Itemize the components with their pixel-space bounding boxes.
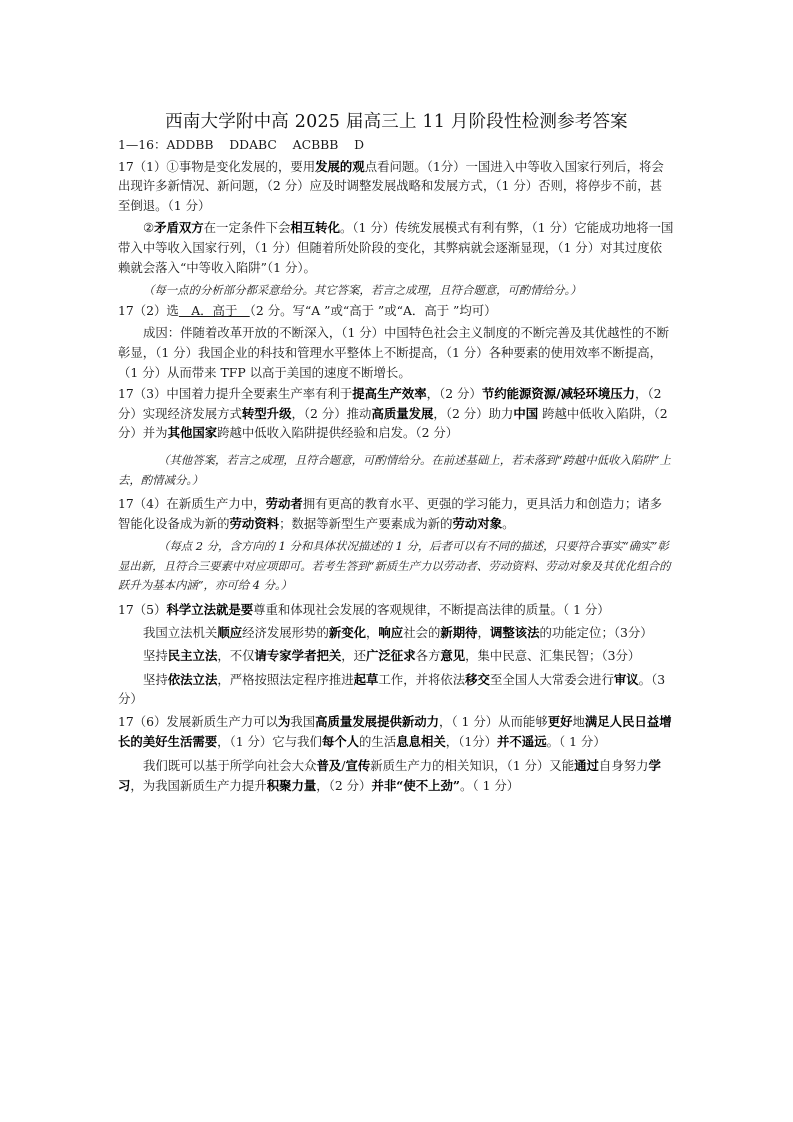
text-run: 17（5） — [118, 602, 167, 618]
mc-group: ADDBB — [166, 137, 214, 152]
key-term: 科学立法就是要 — [166, 602, 254, 618]
key-term: 意见 — [440, 648, 466, 664]
key-term: 通过 — [574, 758, 599, 774]
key-term: 劳动对象 — [452, 515, 503, 531]
text-run: （2 分。写“A ”或“高于 ”或“A．高于 ”均可） — [249, 302, 497, 318]
mc-answers-label: 1—16： — [118, 137, 167, 152]
text-run: 的生活 — [359, 733, 397, 749]
key-term: 民主立法 — [167, 648, 218, 664]
q17-3-paragraph — [118, 384, 674, 443]
text-run: 工作，并将依法 — [378, 671, 466, 687]
text-run: 的功能定位；（3分） — [539, 624, 653, 640]
key-term: 发展的观 — [315, 158, 365, 174]
text-run: 坚持 — [143, 671, 168, 687]
text-run: 。 — [502, 515, 515, 531]
key-term: 高质量发展提供新动力 — [315, 714, 440, 730]
text-run: 地 — [572, 714, 585, 730]
text-run: 。（3 分） — [118, 671, 666, 707]
text-run: ，还 — [341, 648, 367, 664]
text-run: / — [341, 758, 346, 774]
text-run: 17（3）中国着力提升全要素生产率有利于 — [118, 386, 353, 402]
text-run: ；数据等新型生产要素成为新的 — [279, 515, 453, 531]
key-term: 节约能源资源/减轻环境压力 — [481, 386, 636, 402]
key-term: 高质量发展 — [371, 405, 434, 421]
key-term: 移交 — [465, 671, 490, 687]
key-term: 并非“使不上劲” — [371, 777, 461, 793]
key-term: 请专家学者把关 — [254, 648, 342, 664]
text-run: 点看问题。（1分）一国进入中等收入国家行列后，将会出现许多新情况、新问题，（2 分）应及时调整发展战略和发展方式，（1 分）否则，将停步不前，甚至倒退。（1 分） — [118, 158, 664, 213]
text-run: 坚持 — [143, 648, 168, 664]
text-run: 在一定条件下会 — [203, 220, 291, 236]
q17-5-paragraph-0 — [118, 600, 674, 620]
text-run: 尊重和体现社会发展的客观规律，不断提高法律的质量。（ 1 分） — [253, 602, 610, 618]
text-run: 我国 — [290, 714, 316, 730]
text-run: 17（1）①事物是变化发展的，要用 — [118, 158, 316, 174]
text-run: 拥有更高的教育水平、更强的学习能力，更具活力和创造力；诸多智能化设备成为新的 — [118, 496, 663, 531]
selected-answer: A．高于 — [178, 302, 250, 318]
q17-5-paragraph-1 — [118, 623, 674, 643]
key-term: 中国 — [513, 405, 539, 421]
text-run: 跨越中低收入陷阱提供经验和启发。（2 分） — [217, 425, 459, 441]
text-run: ，（2 分）实现经济发展方式 — [118, 386, 662, 421]
text-run: ， — [477, 624, 490, 640]
text-run: ，（1分） — [445, 733, 498, 749]
key-term: 劳动者 — [265, 496, 303, 512]
text-run: 自身努力 — [598, 758, 649, 774]
text-run: ，（2 分）推动 — [291, 405, 372, 421]
q17-2-choice — [118, 301, 674, 321]
key-term: 宣传 — [345, 758, 371, 774]
key-term: 其他国家 — [167, 425, 218, 441]
text-run: 各方 — [415, 648, 441, 664]
text-run: 17（2）选 — [118, 302, 179, 318]
page-title: 西南大学附中高 2025 届高三上 11 月阶段性检测参考答案 — [165, 112, 628, 132]
q17-1-paragraph-1 — [118, 157, 674, 216]
text-run: 17（6）发展新质生产力可以 — [118, 714, 278, 730]
key-term: 新变化 — [328, 624, 367, 640]
text-run: 我们既可以基于所学向社会大众 — [143, 758, 317, 774]
text-run: ，（2 分）助力 — [433, 405, 514, 421]
key-term: 学习 — [118, 758, 661, 793]
mc-answers — [118, 135, 674, 155]
text-run: 我国立法机关 — [143, 624, 218, 640]
key-term: 息息相关 — [396, 733, 446, 749]
q17-1-grading-note: （每一点的分析部分都采意给分。其它答案，若言之成理，且符合题意，可酌情给分。） — [143, 283, 582, 298]
text-run: ，严格按照法定程序推进 — [217, 671, 354, 687]
key-term: 相互转化 — [290, 220, 340, 236]
key-term: 每个人 — [321, 733, 360, 749]
key-term: 审议 — [613, 671, 639, 687]
text-run: ，（2 分） — [316, 777, 372, 793]
text-run: 至全国人大常委会进行 — [489, 671, 614, 687]
key-term: 转型升级 — [241, 405, 292, 421]
q17-5-paragraph-3 — [118, 670, 674, 709]
key-term: 依法立法 — [167, 671, 218, 687]
key-term: 广泛征求 — [366, 648, 416, 664]
answer-content — [118, 135, 674, 795]
text-run: ，不仅 — [217, 648, 255, 664]
text-run: 。（ 1 分） — [546, 733, 606, 749]
key-term: 满足人民日益增长的美好生活需要 — [118, 714, 672, 749]
text-run: 社会的 — [403, 624, 441, 640]
text-run: ② — [143, 220, 155, 236]
text-run: 经济发展形势的 — [242, 624, 329, 640]
text-run: 。（1 分）传统发展模式有利有弊，（1 分）它能成功地将一国带入中等收入国家行列，（1 分）但随着所处阶段的变化，其弊病就会逐渐显现，（1 分）对其过度依赖就会落入“中等收入陷阱”（1 分）。 — [118, 220, 674, 275]
text-run: 。（ 1 分） — [460, 777, 520, 793]
key-term: 普及 — [316, 758, 342, 774]
key-term: 并不遥远 — [497, 733, 547, 749]
q17-6-paragraph-2 — [118, 756, 674, 795]
text-run: ，为我国新质生产力提升 — [130, 777, 267, 793]
key-term: 矛盾双方 — [154, 220, 204, 236]
mc-group: D — [354, 137, 365, 152]
text-run: 跨越中低收入陷阱，（2 分）并为 — [118, 405, 668, 441]
mc-group: ACBBB — [292, 137, 339, 152]
q17-2-paragraph: 成因：伴随着改革开放的不断深入，（1 分）中国特色社会主义制度的不断完善及其优越性的不断彰显，（1 分）我国企业的科技和管理水平整体上不断提高，（1 分）各种要素的使用效率不断提高，（1 分）从而带来 TFP 以高于美国的速度不断增长。 — [118, 325, 670, 380]
key-term: 调整该法 — [489, 624, 540, 640]
text-run: ，（2 分） — [426, 386, 482, 402]
q17-5-paragraph-2 — [118, 646, 674, 666]
key-term: 更好 — [547, 714, 573, 730]
key-term: 积聚力量 — [266, 777, 317, 793]
key-term: 响应 — [378, 624, 404, 640]
text-run: ，（1 分）它与我们 — [217, 733, 322, 749]
text-run: 17（4）在新质生产力中， — [118, 496, 266, 512]
q17-1-paragraph-2 — [118, 218, 674, 277]
text-run: ，集中民意、汇集民智；（3分） — [465, 648, 641, 664]
q17-6-paragraph-1 — [118, 712, 674, 751]
key-term: 顺应 — [217, 624, 243, 640]
key-term: 为 — [277, 714, 291, 730]
key-term: 劳动资料 — [229, 515, 280, 531]
q17-4-paragraph — [118, 494, 674, 533]
text-run: 新质生产力的相关知识，（1 分）又能 — [370, 758, 575, 774]
key-term: 新期待 — [440, 624, 478, 640]
q17-4-grading-note: （每点 2 分，含方向的 1 分和具体状况描述的 1 分，后者可以有不同的描述，只要符合事实“确实”彰显出新，且符合三要素中对应项即可。若考生答到“新质生产力以劳动者、劳动资料、劳动对象及其优化组合的跃升为基本内涵”，亦可给 4 分。） — [118, 539, 671, 593]
text-run: ，（ 1 分）从而能够 — [439, 714, 548, 730]
mc-group: DDABC — [229, 137, 277, 152]
text-run: ， — [366, 624, 379, 640]
key-term: 提高生产效率 — [352, 386, 427, 402]
key-term: 起草 — [353, 671, 379, 687]
q17-3-grading-note: （其他答案，若言之成理，且符合题意，可酌情给分。在前述基础上，若未落到“跨越中低收入陷阱”上去，酌情减分。） — [118, 452, 671, 487]
